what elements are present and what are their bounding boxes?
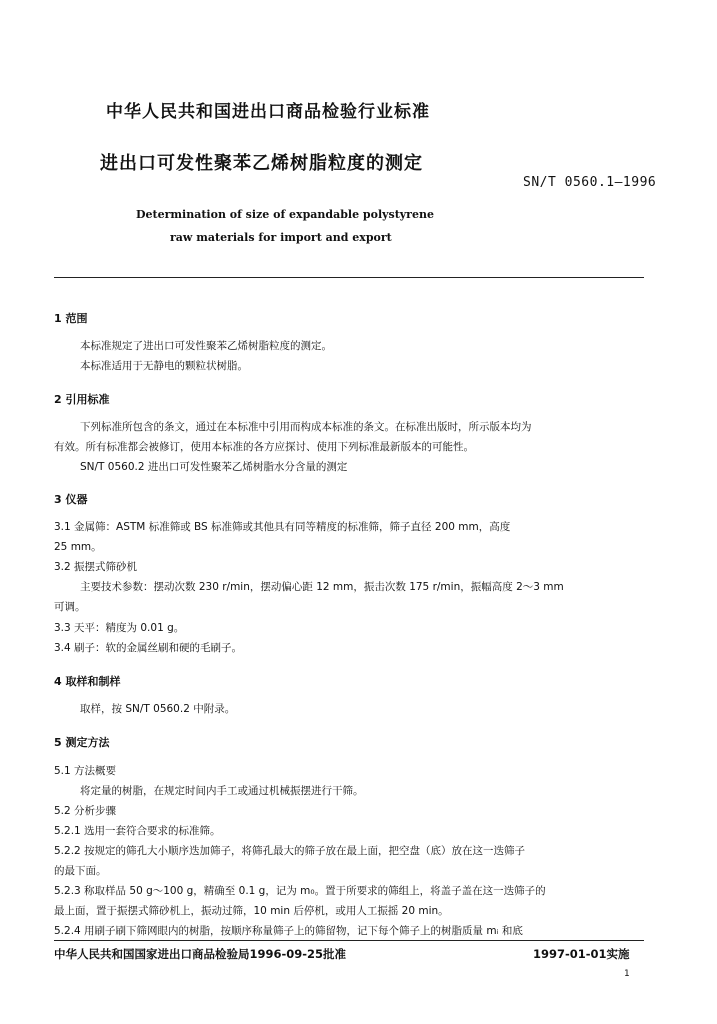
section-2-paragraph-1b: 有效。所有标准都会被修订，使用本标准的各方应探讨、使用下列标准最新版本的可能性。 bbox=[54, 441, 474, 453]
section-4-heading: 4 取样和制样 bbox=[54, 675, 121, 688]
clause-5-1: 5.1 方法概要 bbox=[54, 765, 117, 777]
clause-5-1a: 将定量的树脂，在规定时间内手工或通过机械振摆进行干筛。 bbox=[80, 785, 364, 797]
clause-3-2a: 主要技术参数：摆动次数 230 r/min，摆动偏心距 12 mm，振击次数 175 r/min，振幅高度 2～3 mm bbox=[80, 581, 564, 593]
english-title-line-2: raw materials for import and export bbox=[170, 231, 392, 244]
clause-3-1a: 3.1 金属筛：ASTM 标准筛或 BS 标准筛或其他具有同等精度的标准筛，筛子直径 200 mm，高度 bbox=[54, 521, 511, 533]
clause-3-3: 3.3 天平：精度为 0.01 g。 bbox=[54, 622, 185, 634]
clause-5-2-3a: 5.2.3 称取样品 50 g～100 g，精确至 0.1 g，记为 m₀。置于所要求的筛组上，将盖子盖在这一迭筛子的 bbox=[54, 885, 546, 897]
footer-divider bbox=[54, 940, 644, 941]
standard-number: SN/T 0560.1—1996 bbox=[523, 175, 657, 190]
section-5-heading: 5 测定方法 bbox=[54, 736, 110, 749]
header-divider bbox=[54, 277, 644, 278]
clause-5-2-3b: 最上面，置于振摆式筛砂机上，振动过筛，10 min 后停机，或用人工振摇 20 min。 bbox=[54, 905, 449, 917]
page-number: 1 bbox=[624, 969, 630, 979]
section-1-paragraph-2: 本标准适用于无静电的颗粒状树脂。 bbox=[80, 360, 248, 372]
approval-line: 中华人民共和国国家进出口商品检验局1996-09-25批准 bbox=[54, 947, 347, 961]
section-2-reference: SN/T 0560.2 进出口可发性聚苯乙烯树脂水分含量的测定 bbox=[80, 461, 348, 473]
section-1-heading: 1 范围 bbox=[54, 312, 88, 325]
clause-5-2-2a: 5.2.2 按规定的筛孔大小顺序迭加筛子，将筛孔最大的筛子放在最上面，把空盘（底）放在这一迭筛子 bbox=[54, 845, 526, 857]
section-2-heading: 2 引用标准 bbox=[54, 393, 110, 406]
clause-5-2: 5.2 分析步骤 bbox=[54, 805, 117, 817]
section-2-paragraph-1a: 下列标准所包含的条文，通过在本标准中引用而构成本标准的条文。在标准出版时，所示版本均为 bbox=[80, 421, 532, 433]
clause-5-2-4: 5.2.4 用刷子刷下筛网眼内的树脂，按顺序称量筛子上的筛留物，记下每个筛子上的树脂质量 mᵢ 和底 bbox=[54, 925, 523, 937]
clause-3-2: 3.2 振摆式筛砂机 bbox=[54, 561, 138, 573]
clause-5-2-1: 5.2.1 选用一套符合要求的标准筛。 bbox=[54, 825, 221, 837]
clause-3-4: 3.4 刷子：软的金属丝刷和硬的毛刷子。 bbox=[54, 642, 243, 654]
clause-3-1b: 25 mm。 bbox=[54, 541, 102, 553]
section-1-paragraph-1: 本标准规定了进出口可发性聚苯乙烯树脂粒度的测定。 bbox=[80, 340, 332, 352]
clause-3-2b: 可调。 bbox=[54, 601, 86, 613]
implementation-date: 1997-01-01实施 bbox=[533, 947, 630, 961]
document-title: 进出口可发性聚苯乙烯树脂粒度的测定 bbox=[100, 153, 423, 174]
clause-5-2-2b: 的最下面。 bbox=[54, 865, 107, 877]
english-title-line-1: Determination of size of expandable polystyrene bbox=[136, 208, 434, 221]
issuing-organization: 中华人民共和国进出口商品检验行业标准 bbox=[106, 102, 430, 122]
section-4-paragraph-1: 取样，按 SN/T 0560.2 中附录。 bbox=[80, 703, 236, 715]
section-3-heading: 3 仪器 bbox=[54, 493, 88, 506]
